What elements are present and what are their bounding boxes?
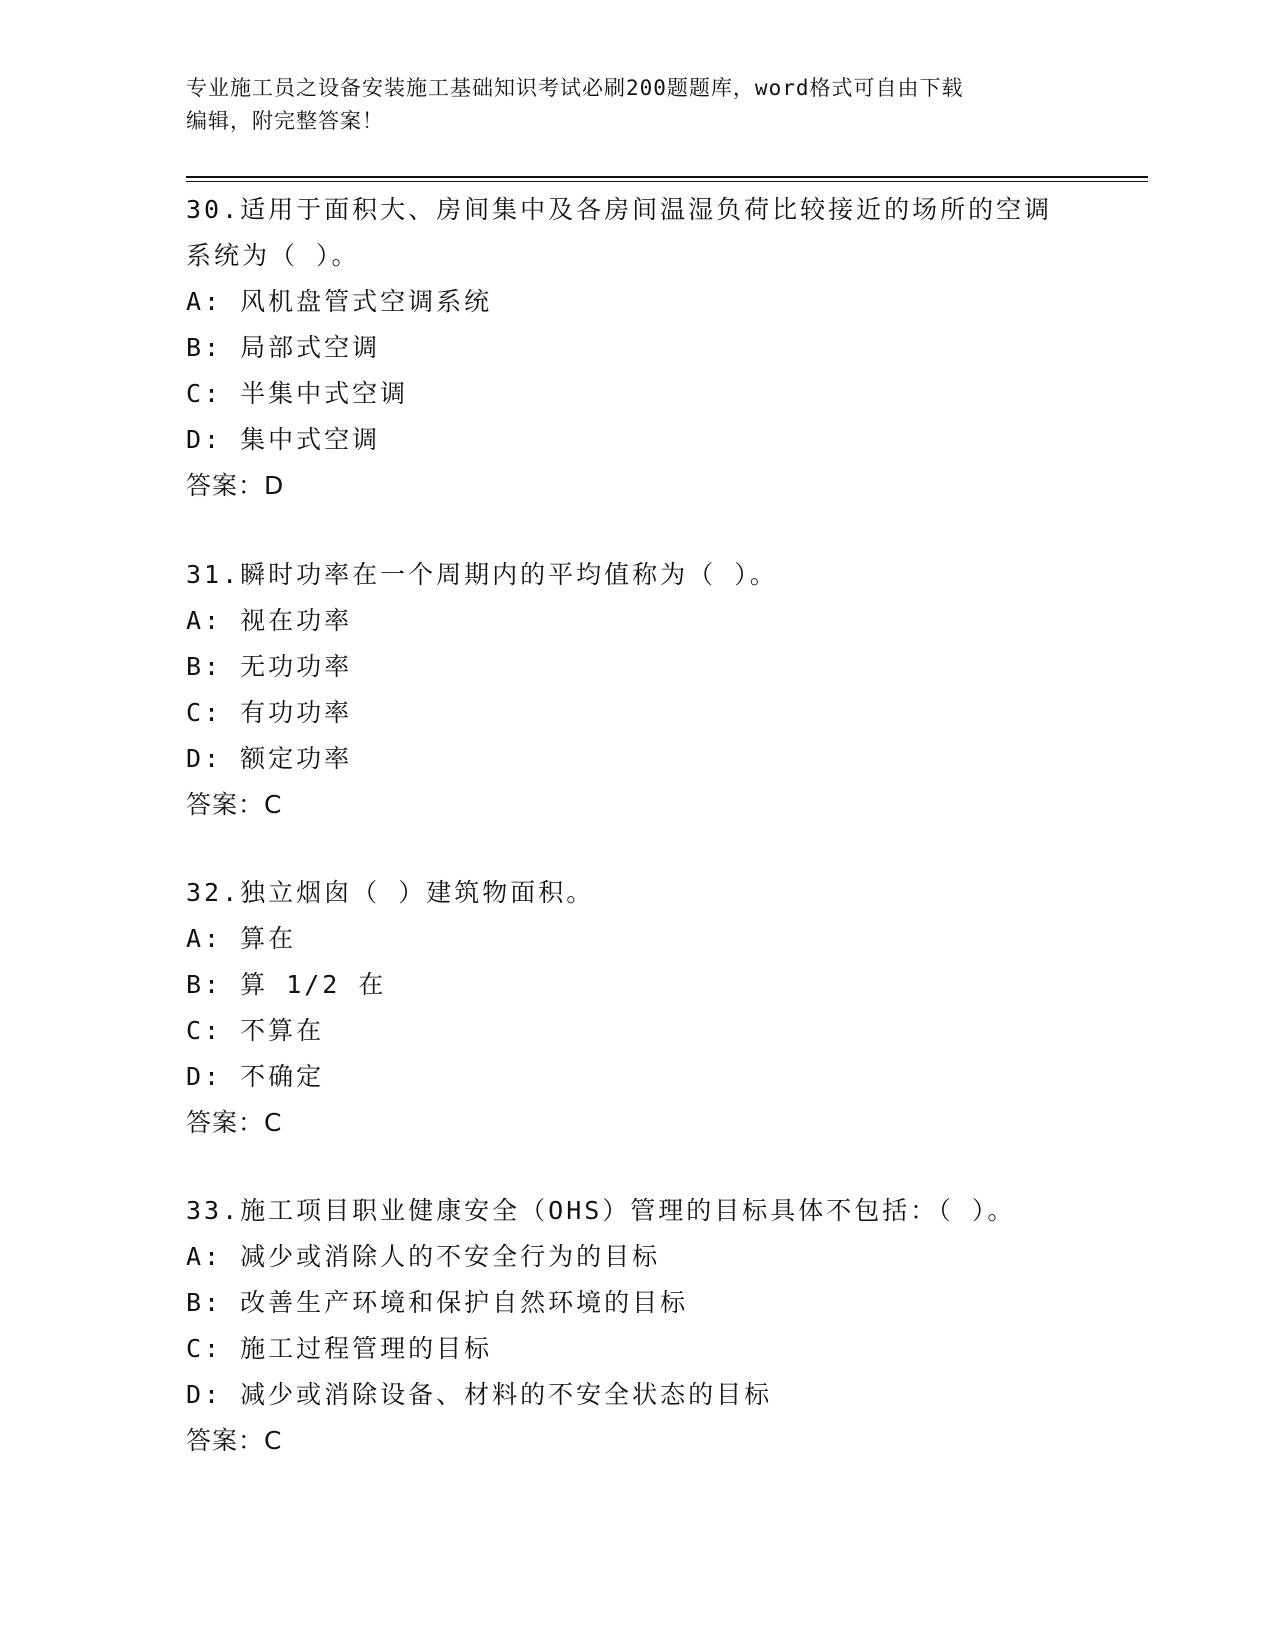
option-c: C: 半集中式空调 xyxy=(186,379,409,408)
option-d: D: 集中式空调 xyxy=(186,425,381,454)
answer-text: 答案：D xyxy=(186,471,285,500)
option-b: B: 局部式空调 xyxy=(186,333,381,362)
answer-text: 答案：C xyxy=(186,1108,283,1137)
option-a: A: 减少或消除人的不安全行为的目标 xyxy=(186,1242,661,1271)
answer-text: 答案：C xyxy=(186,1426,283,1455)
option-a: A: 算在 xyxy=(186,924,297,953)
option-b: B: 无功功率 xyxy=(186,652,353,681)
option-a: A: 视在功率 xyxy=(186,606,353,635)
question-31 xyxy=(186,552,1086,828)
option-a: A: 风机盘管式空调系统 xyxy=(186,287,493,316)
option-d: D: 额定功率 xyxy=(186,744,353,773)
question-32 xyxy=(186,870,1086,1146)
header-divider-thick xyxy=(186,176,1148,178)
option-c: C: 不算在 xyxy=(186,1016,325,1045)
option-c: C: 施工过程管理的目标 xyxy=(186,1334,493,1363)
option-d: D: 不确定 xyxy=(186,1062,325,1091)
question-stem-line: 33.施工项目职业健康安全（OHS）管理的目标具体不包括：（ ）。 xyxy=(186,1196,1016,1225)
answer-text: 答案：C xyxy=(186,790,283,819)
question-30 xyxy=(186,187,1086,509)
question-stem-line: 30.适用于面积大、房间集中及各房间温湿负荷比较接近的场所的空调 xyxy=(186,195,1053,224)
option-d: D: 减少或消除设备、材料的不安全状态的目标 xyxy=(186,1380,773,1409)
question-stem-line: 31.瞬时功率在一个周期内的平均值称为（ ）。 xyxy=(186,560,778,589)
header-divider-thin xyxy=(186,181,1148,182)
question-stem-line: 系统为（ ）。 xyxy=(186,241,360,270)
document-header xyxy=(186,72,1086,138)
option-b: B: 改善生产环境和保护自然环境的目标 xyxy=(186,1288,689,1317)
option-c: C: 有功功率 xyxy=(186,698,353,727)
header-line-1: 专业施工员之设备安装施工基础知识考试必刷200题题库，word格式可自由下载 xyxy=(186,76,964,100)
question-stem-line: 32.独立烟囱（ ）建筑物面积。 xyxy=(186,878,595,907)
option-b: B: 算 1/2 在 xyxy=(186,970,387,999)
question-33 xyxy=(186,1188,1086,1464)
header-line-2: 编辑，附完整答案！ xyxy=(186,109,384,133)
